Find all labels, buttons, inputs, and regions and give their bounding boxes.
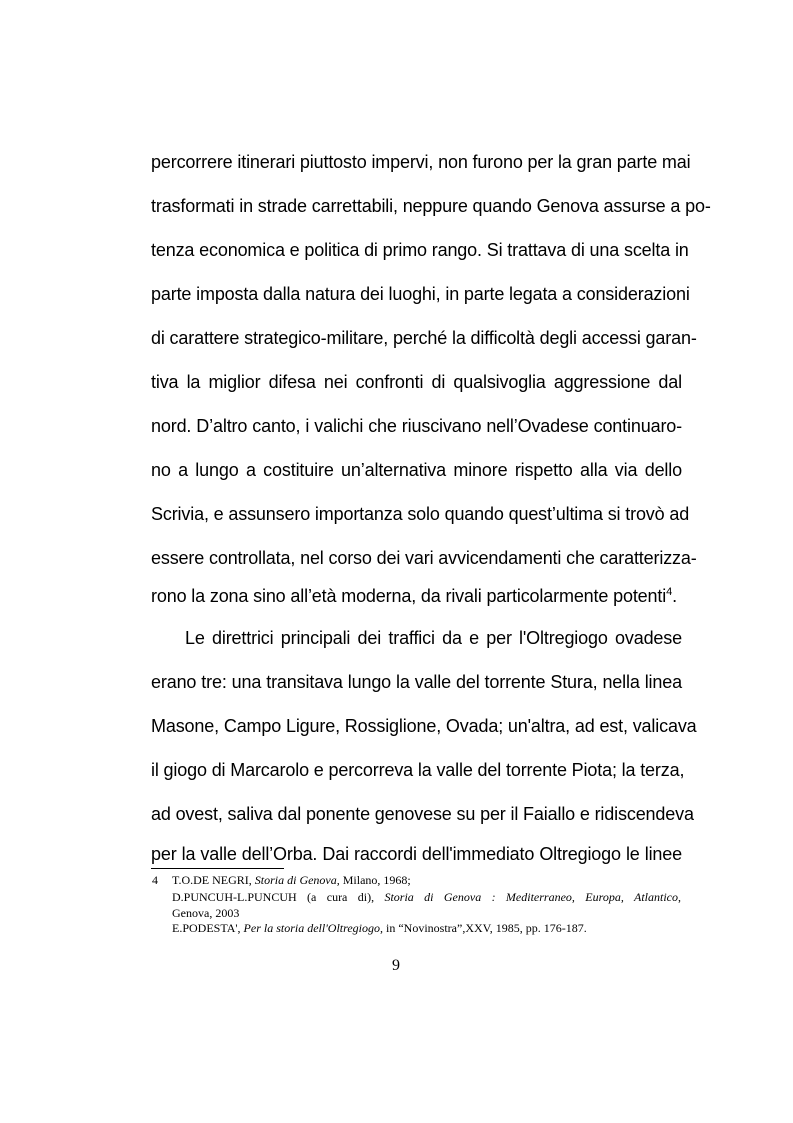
body-line-1: percorrere itinerari piuttosto impervi, non furono per la gran parte mai [151, 152, 691, 172]
body-line-6: tiva la miglior difesa nei confronti di qualsivoglia aggressione dal [151, 372, 682, 392]
footnote-entry-1 [172, 872, 681, 889]
footnote-title: Storia di Genova, [254, 873, 340, 887]
body-line-7: nord. D’altro canto, i valichi che riuscivano nell’Ovadese continuaro- [151, 416, 682, 436]
body-line-5: di carattere strategico-militare, perché la difficoltà degli accessi garan- [151, 328, 697, 348]
footnote-reference: 4 [666, 586, 673, 598]
body-line-14: Masone, Campo Ligure, Rossiglione, Ovada; un'altra, ad est, valicava [151, 716, 697, 736]
body-line-13: erano tre: una transitava lungo la valle del torrente Stura, nella linea [151, 672, 682, 692]
body-line-9: Scrivia, e assunsero importanza solo quando quest’ultima si trovò ad [151, 504, 690, 524]
footnote-title: Storia di Genova : Mediterraneo, Europa, Atlantico [384, 890, 678, 904]
footnote-entry-2 [172, 889, 681, 906]
body-line-11 [151, 584, 682, 608]
footnote-entry-3 [172, 920, 681, 937]
body-line-15: il giogo di Marcarolo e percorreva la valle del torrente Piota; la terza, [151, 760, 685, 780]
footnote-author: T.O.DE NEGRI, [172, 873, 255, 887]
body-line-3: tenza economica e politica di primo rango. Si trattava di una scelta in [151, 240, 689, 260]
body-line-4: parte imposta dalla natura dei luoghi, in parte legata a considerazioni [151, 284, 690, 304]
footnote-author: D.PUNCUH-L.PUNCUH (a cura di), [172, 890, 385, 904]
sentence-end: . [672, 586, 677, 606]
body-line-10: essere controllata, nel corso dei vari avvicendamenti che caratterizza- [151, 548, 697, 568]
footnote-details: , [678, 890, 681, 904]
body-line-17: per la valle dell’Orba. Dai raccordi dell'immediato Oltregiogo le linee [151, 844, 682, 864]
body-line-2: trasformati in strade carrettabili, neppure quando Genova assurse a po- [151, 196, 711, 216]
footnote-details: Milano, 1968; [339, 873, 411, 887]
footnote-author: E.PODESTA', [172, 921, 244, 935]
footnote-details: Genova, 2003 [172, 906, 240, 920]
footnote-number: 4 [152, 873, 158, 887]
body-line-11-text: rono la zona sino all’età moderna, da rivali particolarmente potenti [151, 586, 667, 606]
body-line-12: Le direttrici principali dei traffici da e per l'Oltregiogo ovadese [185, 628, 682, 648]
footnote-separator [151, 868, 284, 869]
page-number: 9 [392, 957, 400, 974]
footnote-title: Per la storia dell'Oltregiogo, [243, 921, 383, 935]
body-line-8: no a lungo a costituire un’alternativa minore rispetto alla via dello [151, 460, 682, 480]
footnote-details: in “Novinostra”,XXV, 1985, pp. 176-187. [383, 921, 587, 935]
body-line-16: ad ovest, saliva dal ponente genovese su per il Faiallo e ridiscendeva [151, 804, 694, 824]
